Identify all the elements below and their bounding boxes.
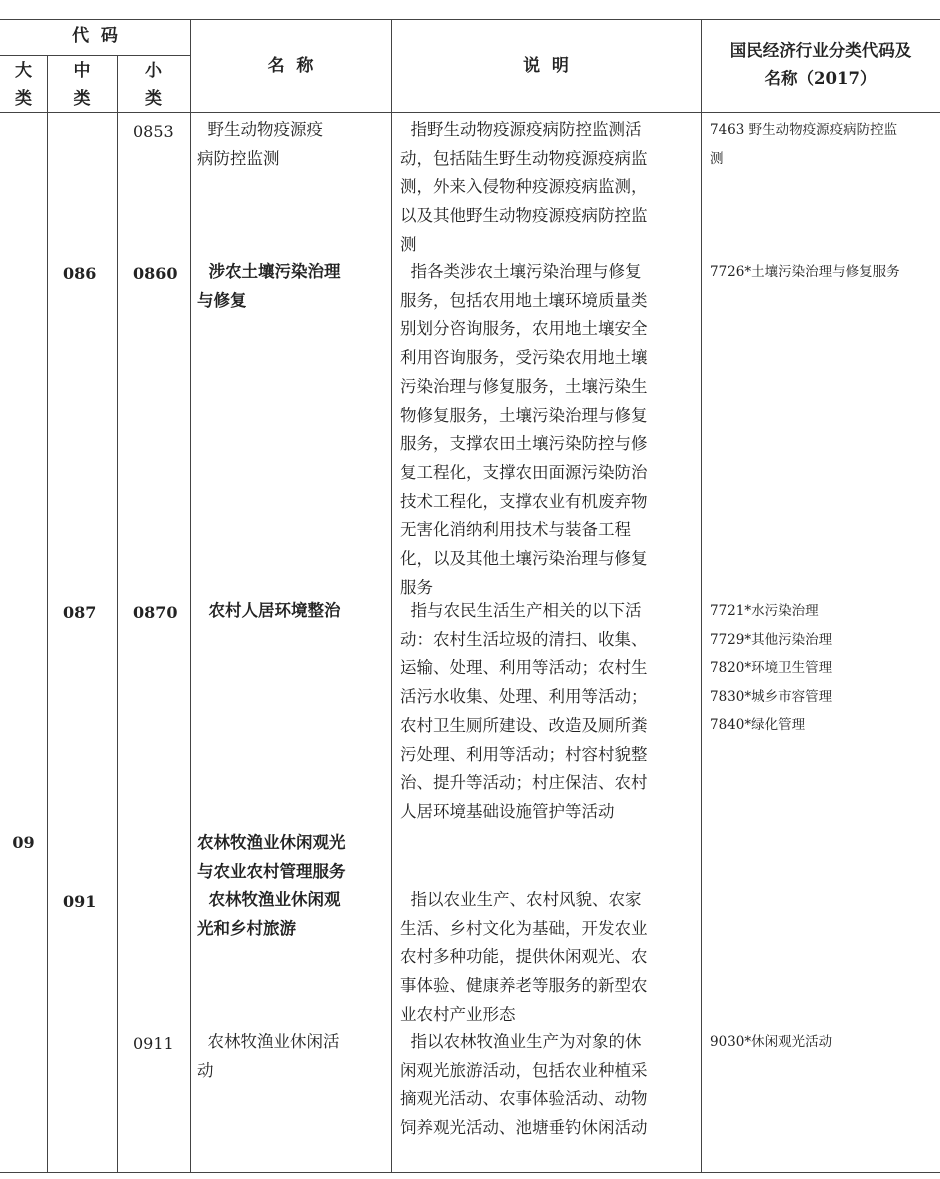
- row-0853-description: 指野生动物疫源疫病防控监测活 动，包括陆生野生动物疫源疫病监 测，外来入侵物种疫源疫病监测， 以及其他野生动物疫源疫病防控监 测: [400, 120, 648, 254]
- header-minor: [117, 57, 190, 113]
- row-0870-middle: 087: [63, 603, 97, 622]
- header-reference: [701, 37, 940, 93]
- col-divider-middle: [117, 55, 118, 1172]
- row-0870-minor: 0870: [133, 603, 178, 622]
- major-code: 09: [12, 833, 35, 852]
- header-code: 代 码: [72, 26, 118, 46]
- row-0853-name: 野生动物疫源疫 病防控监测: [197, 120, 323, 168]
- row-0853-minor: 0853: [133, 122, 174, 141]
- row-0911-description: 指以农林牧渔业生产为对象的休 闲观光旅游活动，包括农业种植采 摘观光活动、农事体验活动、动物 饲养观光活动、池塘垂钓休闲活动: [400, 1032, 648, 1138]
- header-major-line1: 大: [15, 61, 32, 81]
- col-divider-major: [47, 55, 48, 1172]
- header-reference-line2: 名称（2017）: [764, 69, 877, 88]
- row-0860-description: 指各类涉农土壤污染治理与修复 服务，包括农用地土壤环境质量类 别划分咨询服务，农用地土壤安全 利用咨询服务，受污染农用地土壤 污染治理与修复服务，土壤污染生 物修复服务，土壤污染治理与修复 服务，支撑农田土壤污染防控与修 复工程化，支撑农田面源污染防治 技术工程化，支撑农业有机废弃物 无害化消纳利用技术与装备工程 化，以及其他土壤污染治理与修复 服务: [400, 262, 648, 597]
- row-0911-reference: 9030*休闲观光活动: [710, 1034, 833, 1050]
- header-middle-line2: 类: [73, 89, 91, 109]
- header-minor-line2: 类: [145, 89, 162, 109]
- row-0853-reference: 7463 野生动物疫源疫病防控监 测: [710, 122, 898, 167]
- header-minor-line1: 小: [145, 61, 162, 81]
- row-09-name: 农林牧渔业休闲观光 与农业农村管理服务: [197, 833, 346, 881]
- row-0870-name: 农村人居环境整治: [197, 601, 341, 620]
- row-091-middle: 091: [63, 892, 97, 911]
- row-0911-minor: 0911: [133, 1034, 174, 1053]
- row-091-description: 指以农业生产、农村风貌、农家 生活、乡村文化为基础，开发农业 农村多种功能，提供休闲观光、农 事体验、健康养老等服务的新型农 业农村产业形态: [400, 890, 648, 1024]
- header-code-divider: [0, 55, 190, 56]
- col-divider-minor: [190, 19, 191, 1172]
- header-middle: [47, 57, 117, 113]
- row-0870-description: 指与农民生活生产相关的以下活 动：农村生活垃圾的清扫、收集、 运输、处理、利用等活动；农村生 活污水收集、处理、利用等活动； 农村卫生厕所建设、改造及厕所粪 污处理、利用等活动；村容村貌整 治、提升等活动；村庄保洁、农村 人居环境基础设施管护等活动: [400, 601, 648, 821]
- header-major: [0, 57, 47, 113]
- row-091-name: 农林牧渔业休闲观 光和乡村旅游: [197, 890, 341, 938]
- row-0870-reference: 7721*水污染治理 7729*其他污染治理 7820*环境卫生管理 7830*城乡市容管理 7840*绿化管理: [710, 603, 833, 733]
- header-description: 说 明: [523, 56, 569, 76]
- header-reference-line1: 国民经济行业分类代码及: [729, 41, 912, 60]
- table-top-border: [0, 19, 940, 20]
- row-0860-reference: 7726*土壤污染治理与修复服务: [710, 264, 900, 280]
- row-0911-name: 农林牧渔业休闲活 动: [197, 1032, 340, 1080]
- header-major-line2: 类: [15, 89, 32, 109]
- header-middle-line1: 中: [73, 61, 91, 81]
- col-divider-name: [391, 19, 392, 1172]
- header-name: 名 称: [267, 56, 314, 76]
- table-bottom-border: [0, 1172, 940, 1173]
- row-0860-middle: 086: [63, 264, 97, 283]
- row-0860-minor: 0860: [133, 264, 178, 283]
- col-divider-desc: [701, 19, 702, 1172]
- row-0860-name: 涉农土壤污染治理 与修复: [197, 262, 341, 310]
